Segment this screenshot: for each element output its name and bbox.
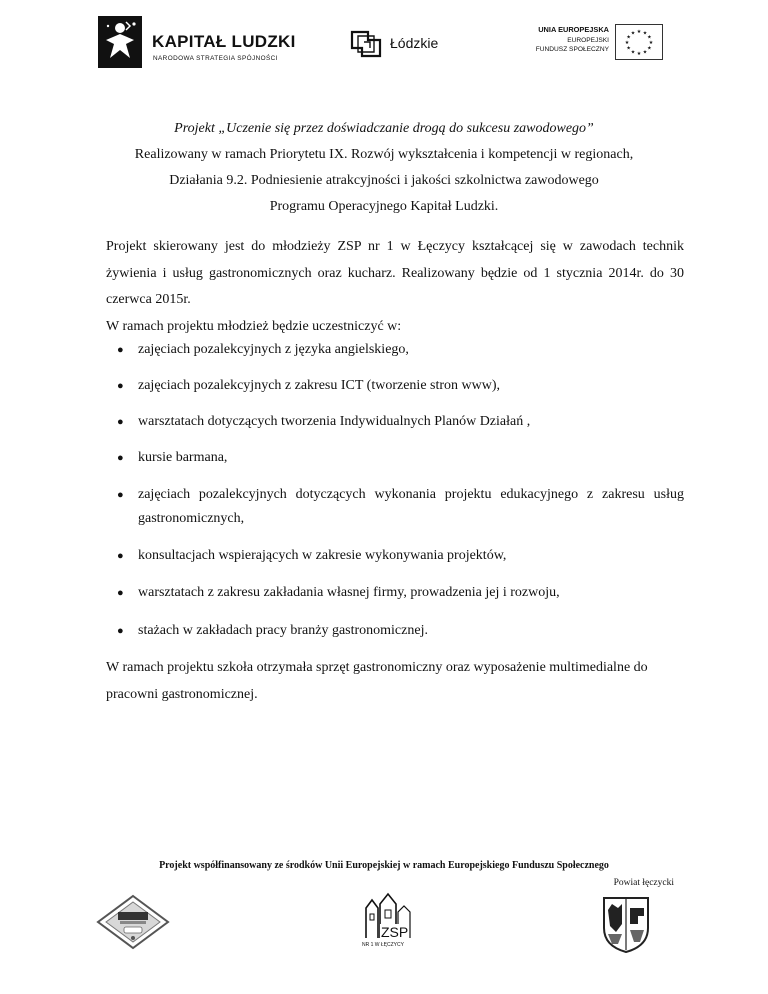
list-item — [106, 374, 684, 398]
list-item — [106, 410, 684, 434]
zsp-logo — [360, 892, 414, 952]
svg-text:★: ★ — [624, 40, 630, 46]
svg-text:★: ★ — [630, 49, 636, 56]
list-item — [106, 338, 684, 362]
kapital-ludzki-subtitle: NARODOWA STRATEGIA SPÓJNOŚCI — [153, 55, 278, 62]
cofinancing-note: Projekt współfinansowany ze środków Unii Europejskiej w ramach Europejskiego Funduszu Społecznego — [159, 860, 609, 871]
outro-paragraph: W ramach projektu szkoła otrzymała sprzęt gastronomiczny oraz wyposażenie multimedialne do pracowni gastronomicznej. — [106, 660, 648, 702]
county-label: Powiat łęczycki — [613, 878, 674, 888]
project-title: Projekt „Uczenie się przez doświadczanie drogą do sukcesu zawodowego” — [174, 121, 594, 136]
svg-text:★: ★ — [636, 51, 642, 57]
list-item-text: zajęciach pozalekcyjnych dotyczących wykonania projektu edukacyjnego z zakresu usług gastronomicznych, — [138, 487, 684, 526]
svg-text:★: ★ — [630, 30, 636, 37]
list-item-text: konsultacjach wspierających w zakresie wykonywania projektów, — [138, 548, 507, 563]
svg-text:★: ★ — [626, 45, 631, 52]
lodzkie-logo-icon — [348, 26, 386, 62]
svg-text:★: ★ — [636, 29, 642, 35]
svg-text:★: ★ — [648, 40, 654, 46]
list-item — [106, 483, 684, 531]
svg-text:★: ★ — [647, 34, 652, 41]
bullet-icon: ● — [117, 416, 124, 428]
list-item-text: warsztatach dotyczących tworzenia Indywidualnych Planów Działań , — [138, 414, 531, 429]
list-intro-text: W ramach projektu młodzież będzie uczestniczyć w: — [106, 318, 402, 334]
bullet-icon: ● — [117, 452, 124, 464]
kapital-ludzki-logo-icon — [96, 14, 148, 72]
list-item-text: warsztatach z zakresu zakładania własnej firmy, prowadzenia jej i rozwoju, — [138, 585, 560, 600]
county-crest-icon — [600, 894, 652, 954]
svg-text:★: ★ — [647, 45, 652, 52]
eu-fund-line2: FUNDUSZ SPOŁECZNY — [535, 46, 609, 53]
project-title-block — [60, 116, 708, 220]
list-item — [106, 544, 684, 568]
intro-text: Projekt skierowany jest do młodzieży ZSP nr 1 w Łęczycy kształcącej się w zawodach technik żywienia i usług gastronomicznych oraz kucharz. Realizowany będzie od 1 stycznia 2014r. do 30 czerwca 2015r. — [106, 239, 684, 307]
list-item — [106, 446, 684, 470]
zsp-label: ZSP — [381, 924, 409, 940]
list-item-text: zajęciach pozalekcyjnych z języka angielskiego, — [138, 342, 409, 357]
svg-text:★: ★ — [642, 49, 648, 56]
list-item-text: zajęciach pozalekcyjnych z zakresu ICT (tworzenie stron www), — [138, 378, 501, 393]
eu-flag — [615, 24, 663, 60]
county-crest — [600, 894, 652, 954]
bullet-icon: ● — [117, 380, 124, 392]
svg-text:★: ★ — [626, 34, 631, 41]
lodzkie-logo — [346, 26, 456, 62]
bullet-icon: ● — [117, 550, 124, 562]
school-emblem-icon — [96, 894, 170, 950]
bullet-icon: ● — [117, 587, 124, 599]
eu-flag-icon — [616, 25, 662, 59]
list-item-text: stażach w zakładach pracy branży gastronomicznej. — [138, 623, 428, 638]
list-item-text: kursie barmana, — [138, 450, 228, 465]
project-action-line: Działania 9.2. Podniesienie atrakcyjności i jakości szkolnictwa zawodowego — [169, 173, 599, 188]
eu-title: UNIA EUROPEJSKA — [538, 25, 609, 34]
intro-paragraph — [106, 234, 684, 340]
list-item — [106, 581, 684, 605]
kapital-ludzki-logo — [96, 14, 306, 72]
school-emblem — [96, 894, 170, 950]
bullet-icon: ● — [117, 489, 124, 501]
list-item — [106, 619, 684, 643]
bullet-icon: ● — [117, 344, 124, 356]
kapital-ludzki-title: KAPITAŁ LUDZKI — [152, 32, 296, 51]
lodzkie-label: Łódzkie — [390, 35, 439, 51]
project-program-line: Programu Operacyjnego Kapitał Ludzki. — [269, 199, 499, 214]
project-priority-line: Realizowany w ramach Priorytetu IX. Rozwój wykształcenia i kompetencji w regionach, — [134, 147, 634, 162]
eu-fund-line1: EUROPEJSKI — [567, 37, 609, 44]
zsp-sublabel: NR 1 W ŁĘCZYCY — [362, 942, 404, 948]
bullet-icon: ● — [117, 625, 124, 637]
svg-text:★: ★ — [642, 30, 648, 37]
eu-logo — [505, 22, 675, 67]
